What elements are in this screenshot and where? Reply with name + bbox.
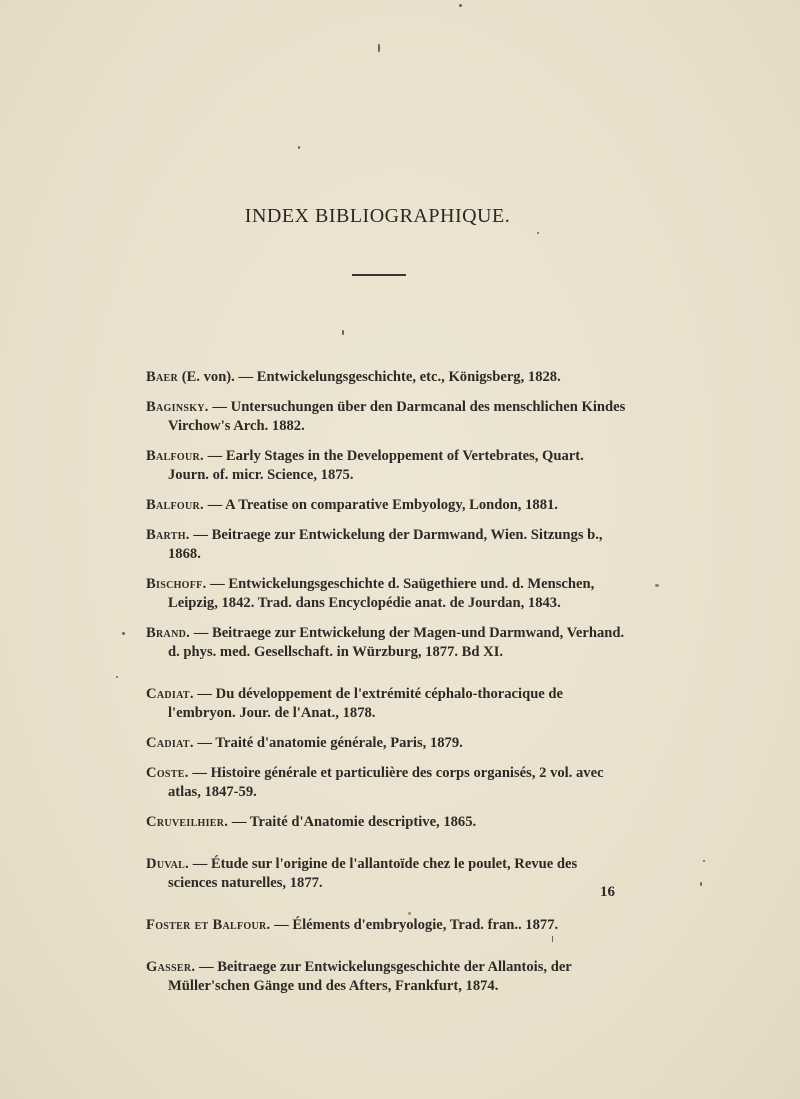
bibliography-entry xyxy=(146,398,628,436)
entry-author: Balfour. xyxy=(146,448,205,464)
entry-text: — Early Stages in the Developpement of Vertebrates, Quart. Journ. of. micr. Science, 1875. xyxy=(168,448,584,483)
page-number: 16 xyxy=(600,884,615,900)
entry-author: Baer xyxy=(146,369,179,385)
paper-speck xyxy=(700,882,702,886)
entry-author: Foster et Balfour. xyxy=(146,917,271,933)
entry-text: — Untersuchungen über den Darmcanal des menschlichen Kindes Virchow's Arch. 1882. xyxy=(168,399,626,434)
entry-text: — Histoire générale et particulière des corps organisés, 2 vol. avec atlas, 1847-59. xyxy=(168,765,604,800)
bibliography-entry xyxy=(146,496,628,515)
entry-author: Duval. xyxy=(146,856,190,872)
entry-author: Barth. xyxy=(146,527,190,543)
entry-author: Balfour. xyxy=(146,497,205,513)
title-rule xyxy=(352,274,406,276)
bibliography-entry xyxy=(146,575,628,613)
bibliography-entry xyxy=(146,813,628,832)
bibliography-entry xyxy=(146,916,628,935)
entry-text: — Étude sur l'origine de l'allantoïde chez le poulet, Revue des sciences naturelles, 1877. xyxy=(168,856,578,891)
bibliography-entry xyxy=(146,685,628,723)
entry-text: — Beitraege zur Entwickelung der Darmwand, Wien. Sitzungs b., 1868. xyxy=(168,527,603,562)
entry-text: — Traité d'Anatomie descriptive, 1865. xyxy=(228,814,477,830)
bibliography-entry xyxy=(146,764,628,802)
paper-speck xyxy=(342,330,344,335)
bibliography-entry xyxy=(146,855,628,893)
entry-author: Coste. xyxy=(146,765,189,781)
paper-speck xyxy=(703,860,705,862)
bibliography-entry xyxy=(146,958,628,996)
entry-author: Cruveilhier. xyxy=(146,814,229,830)
bibliography-entry xyxy=(146,368,628,387)
entry-text: — Beitraege zur Entwickelung der Magen-und Darmwand, Verhand. d. phys. med. Gesellschaft. in Würzburg, 1877. Bd XI. xyxy=(168,625,625,660)
entry-author: Cadiat. xyxy=(146,735,194,751)
bibliography-entry xyxy=(146,734,628,753)
entry-author: Gasser. xyxy=(146,959,196,975)
paper-speck xyxy=(378,44,380,52)
paper-speck xyxy=(122,632,125,635)
entry-text: — Traité d'anatomie générale, Paris, 1879. xyxy=(193,735,463,751)
paper-speck xyxy=(655,584,659,587)
entry-text: (E. von). — Entwickelungsgeschichte, etc., Königsberg, 1828. xyxy=(178,369,561,385)
entry-text: — Du développement de l'extrémité céphalo-thoracique de l'embryon. Jour. de l'Anat., 1878. xyxy=(168,686,564,721)
entry-text: — Entwickelungsgeschichte d. Saügethiere und. d. Menschen, Leipzig, 1842. Trad. dans Encyclopédie anat. de Jourdan, 1843. xyxy=(168,576,595,611)
paper-speck xyxy=(298,146,300,149)
paper-speck xyxy=(537,232,539,234)
entry-author: Cadiat. xyxy=(146,686,194,702)
entry-text: — A Treatise on comparative Embyology, London, 1881. xyxy=(204,497,558,513)
paper-speck xyxy=(459,4,462,7)
entry-author: Bischoff. xyxy=(146,576,207,592)
paper-speck xyxy=(116,676,118,678)
bibliography-entry xyxy=(146,447,628,485)
page-title: INDEX BIBLIOGRAPHIQUE. xyxy=(244,205,511,227)
entry-author: Baginsky. xyxy=(146,399,209,415)
bibliography-entry xyxy=(146,526,628,564)
bibliography-list xyxy=(146,368,628,1007)
entry-text: — Beitraege zur Entwickelungsgeschichte der Allantois, der Müller'schen Gänge und des Afters, Frankfurt, 1874. xyxy=(168,959,572,994)
entry-author: Brand. xyxy=(146,625,191,641)
bibliography-entry xyxy=(146,624,628,662)
entry-text: — Éléments d'embryologie, Trad. fran.. 1877. xyxy=(270,917,559,933)
